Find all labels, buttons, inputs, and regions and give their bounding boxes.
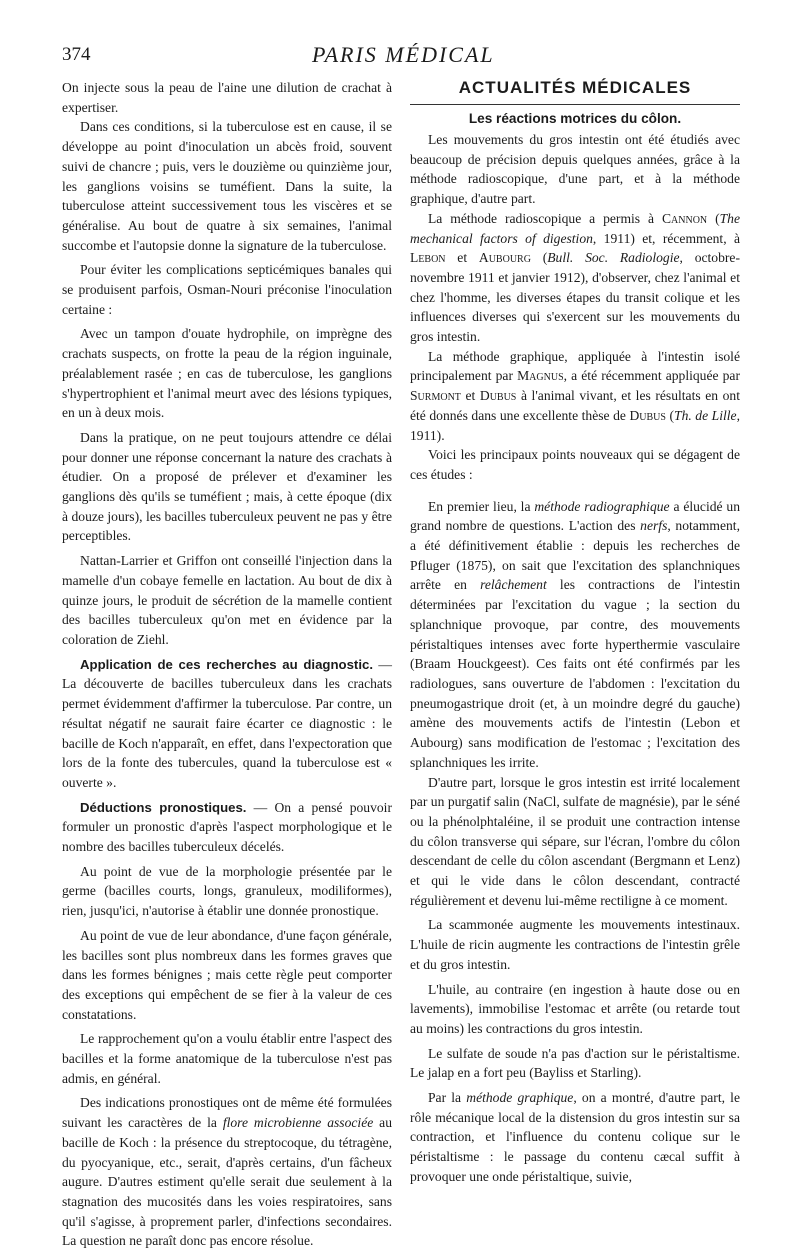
- paragraph-text: — On a pensé pouvoir formuler un pronostic d'après l'aspect morphologique et le nombre des bacilles tuberculeux décelés.: [62, 799, 392, 855]
- text-run: et: [445, 250, 479, 266]
- italic-run: méthode radiographique: [534, 498, 670, 514]
- italic-run: nerfs: [640, 518, 668, 534]
- author-name: Dubus: [629, 407, 666, 423]
- text-run: (: [665, 407, 675, 423]
- paragraph: [62, 1093, 392, 1251]
- author-name: Dubus: [479, 388, 517, 404]
- text-run: La méthode graphique, appliquée à l'intestin isolé principalement par: [410, 348, 740, 384]
- italic-run: The mechanical factors of digestion: [410, 210, 740, 246]
- text-run: , 1911) et, récemment, à: [592, 230, 740, 246]
- section-heading: ACTUALITÉS MÉDICALES: [410, 78, 740, 105]
- text-run: , 1911).: [410, 407, 740, 443]
- paragraph: Le rapprochement qu'on a voulu établir entre l'aspect des bacilles et la forme anatomique de la tuberculose n'est pas admis, en général.: [62, 1031, 392, 1086]
- paragraph: D'autre part, lorsque le gros intestin est irrité localement par un purgatif salin (NaCl, sulfate de magnésie), par le séné ou la phénolphtaléine, il se produit une contraction intense du côlon transverse qui sépare, sur l'écran, l'ombre du côlon descendant de celle du côlon ascendant (Bergmann et Lenz) et qui le vide dans le côlon descendant, contracté régulièrement et devenu lui-même rectiligne à ce moment.: [410, 774, 740, 908]
- italic-run: flore microbienne associée: [222, 1115, 374, 1131]
- paragraph: Les mouvements du gros intestin ont été étudiés avec beaucoup de précision depuis quelques années, grâce à la méthode radioscopique, d'une part, et à la méthode graphique, d'autre part.: [410, 132, 740, 207]
- text-run: , notamment, a été définitivement établie : depuis les recherches de Pfluger (1875), on sait que l'excitation des splanchniques arrête en: [410, 518, 740, 593]
- paragraph: Voici les principaux points nouveaux qui se dégagent de ces études :: [410, 447, 740, 482]
- text-run: les contractions de l'intestin déterminées par l'excitation du vague ; la section du splanchnique provoque, par contre, des mouvements péristaltiques intenses avec forte hyperthermie vasculaire (Braam Houckgeest). Ces faits ont été confirmés par les radiologues, sans ouverture de l'abdomen : l'excitation du pneumogastrique droit (et, à un moindre degré du gauche) amène des mouvements actifs de l'intestin (Lebon et Aubourg) sans modification de l'estomac ; l'excitation des splanchniques les irrite.: [410, 577, 740, 770]
- paragraph: Au point de vue de la morphologie présentée par le germe (bacilles courts, longs, granuleux, modiliformes), rien, jusqu'ici, n'autorise à établir une donnée pronostique.: [62, 863, 392, 919]
- paragraph: On injecte sous la peau de l'aine une dilution de crachat à expertiser.: [62, 80, 392, 115]
- text-run: , on a montré, d'autre part, le rôle mécanique local de la distension du gros intestin sur sa contraction, et l'influence du contenu colique sur le péristaltisme : le passage du contenu cæcal suffit à provoquer une onde péristaltique, suivie,: [410, 1090, 740, 1184]
- author-name: Magnus: [517, 368, 564, 384]
- paragraph: Le sulfate de soude n'a pas d'action sur le péristaltisme. Le jalap en a fort peu (Bayliss et Starling).: [410, 1045, 740, 1081]
- text-run: , a été récemment appliquée par: [563, 368, 740, 384]
- paragraph: Dans ces conditions, si la tuberculose est en cause, il se développe au point d'inoculation un abcès froid, souvent suivi de chancre ; puis, vers le douzième ou quinzième jour, les ganglions voisins se tuméfient. Dans la suite, la tuberculose atteint successivement tous les viscères et se généralise. Au bout de quatre à six semaines, l'animal succombe et l'autopsie donne la signature de la tuberculose.: [62, 119, 392, 253]
- text-run: au bacille de Koch : la présence du streptocoque, du tétragène, du pyocyanique, etc., serait, d'après certains, d'un fâcheux augure. D'autres estiment qu'elle serait due seulement à la stagnation des mucosités dans les voies respiratoires, sans qu'il s'agisse, à proprement parler, d'infections secondaires. La question ne paraît donc pas encore résolue.: [62, 1115, 393, 1249]
- page-header: [62, 44, 742, 74]
- italic-run: Bull. Soc. Radiologie: [547, 250, 680, 266]
- text-run: En premier lieu, la: [428, 498, 535, 514]
- text-run: à l'animal vivant, et les résultats en ont été donnés dans une excellente thèse de: [410, 388, 741, 423]
- paragraph: La scammonée augmente les mouvements intestinaux. L'huile de ricin augmente les contractions de l'intestin grêle et du gros intestin.: [410, 917, 740, 972]
- text-run: et: [460, 388, 480, 404]
- author-name: Cannon: [661, 210, 708, 226]
- text-run: Par la: [428, 1090, 467, 1106]
- text-run: (: [530, 250, 548, 266]
- paragraph: Au point de vue de leur abondance, d'une façon générale, les bacilles sont plus nombreux dans les formes graves que dans les formes bénignes ; mais cette règle peut comporter des exceptions qui empêchent de se fier à la valeur de ces constatations.: [62, 927, 392, 1022]
- text-run: a élucidé un grand nombre de questions. L'action des: [410, 498, 741, 534]
- text-run: (: [707, 210, 720, 226]
- left-column: [62, 78, 392, 1251]
- paragraph: [410, 497, 740, 773]
- text-run: , octobre-novembre 1911 et janvier 1912), d'observer, chez l'animal et chez l'homme, les diverses étapes du transit colique et les influences diverses qui s'exercent sur les mouvements du gros intestin.: [410, 250, 740, 345]
- paragraph-text: — La découverte de bacilles tuberculeux dans les crachats permet évidemment d'affirmer la tuberculose. Par contre, un résultat négatif ne saurait faire écarter ce diagnostic : le bacille de Koch n'apparaît, en effet, dans l'expectoration que lors de la fonte des tubercules, quand la tuberculose est « ouverte ».: [62, 656, 392, 790]
- paragraph: Dans la pratique, on ne peut toujours attendre ce délai pour donner une réponse concernant la nature des crachats à étudier. On a proposé de prélever et d'examiner les ganglions dès qu'ils se tuméfient ; mais, à cette époque (dix à douze jours), les bacilles tuberculeux peuvent ne pas y être perceptibles.: [62, 429, 392, 544]
- paragraph: [410, 1088, 740, 1187]
- paragraph: Pour éviter les complications septicémiques banales qui se produisent parfois, Osman-Nouri préconise l'inoculation certaine :: [62, 262, 392, 317]
- subheading-diagnostic: Application de ces recherches au diagnostic.: [80, 656, 373, 672]
- author-name: Lebon: [410, 250, 446, 266]
- italic-run: méthode graphique: [466, 1090, 574, 1106]
- running-title: PARIS MÉDICAL: [312, 42, 495, 67]
- author-name: Surmont: [410, 388, 461, 404]
- right-column: [410, 78, 740, 1187]
- article-title: Les réactions motrices du côlon.: [468, 111, 682, 126]
- paragraph: Avec un tampon d'ouate hydrophile, on imprègne des crachats suspects, on frotte la peau de la région inguinale, préalablement rasée ; en cas de tuberculose, les ganglions s'hypertrophient et l'animal meurt avec des lésions typiques, en un à deux mois.: [62, 326, 392, 421]
- paragraph: L'huile, au contraire (en ingestion à haute dose ou en lavements), immobilise l'estomac et arrête (ou retarde tout au moins) les contractions du gros intestin.: [410, 981, 740, 1036]
- author-name: Aubourg: [478, 250, 531, 266]
- paragraph: [62, 798, 392, 857]
- paragraph: [410, 209, 740, 347]
- paragraph: [62, 655, 392, 793]
- italic-run: relâchement: [480, 577, 547, 593]
- page-number: 374: [62, 44, 91, 65]
- paragraph: [410, 347, 740, 446]
- text-run: Des indications pronostiques ont de même été formulées suivant les caractères de la: [62, 1095, 392, 1131]
- text-run: La méthode radioscopique a permis à: [428, 210, 662, 226]
- paragraph: Nattan-Larrier et Griffon ont conseillé l'injection dans la mamelle d'un cobaye femelle en lactation. Au bout de dix à quinze jours, le produit de sécrétion de la mamelle contient des bacilles tuberculeux qu'on met en évidence par la coloration de Ziehl.: [62, 553, 392, 647]
- subheading-prognosis: Déductions pronostiques.: [80, 799, 247, 815]
- italic-run: Th. de Lille: [674, 407, 737, 423]
